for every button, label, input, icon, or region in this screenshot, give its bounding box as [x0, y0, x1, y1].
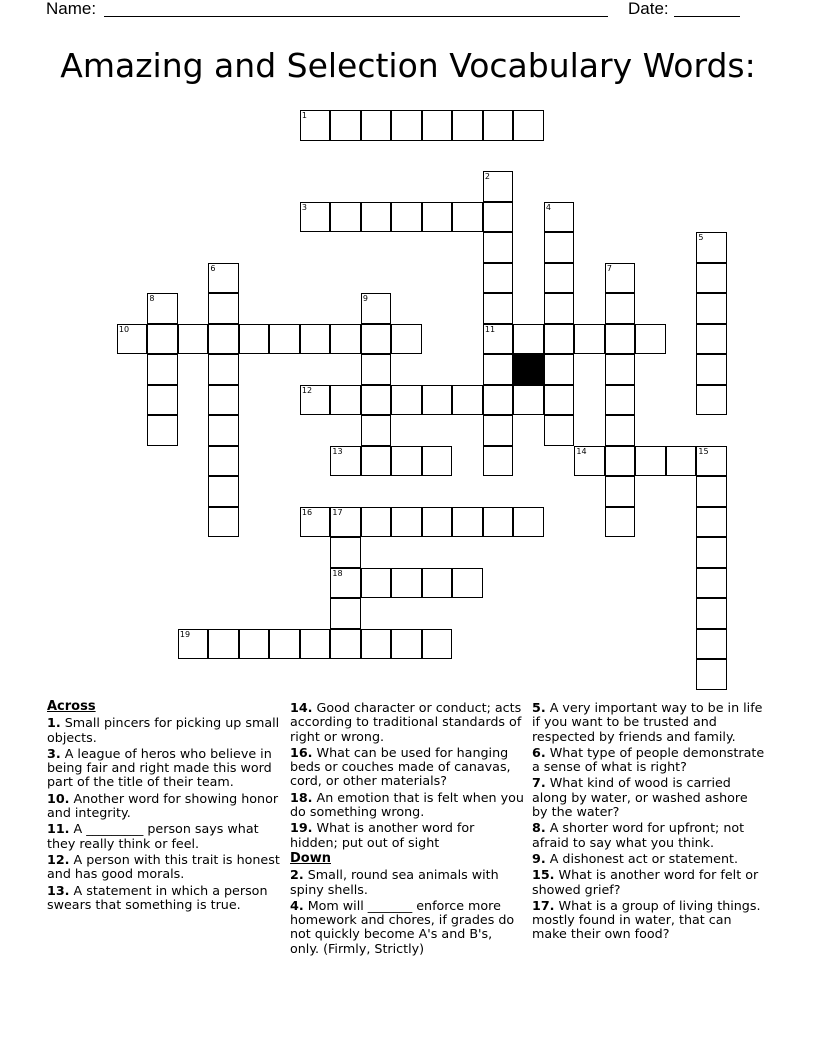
grid-cell[interactable] — [208, 385, 239, 416]
clue-item — [290, 701, 525, 744]
clue-text: What is a group of living things. mostly found in water, that can make their own food? — [532, 897, 761, 942]
grid-cell[interactable] — [239, 629, 270, 660]
grid-cell[interactable] — [178, 324, 209, 355]
grid-cell[interactable] — [361, 202, 392, 233]
cell-number: 9 — [362, 294, 368, 304]
cell-number: 5 — [698, 233, 704, 243]
grid-cell[interactable] — [422, 110, 453, 141]
clue-text: An emotion that is felt when you do something wrong. — [290, 789, 524, 820]
grid-cell[interactable] — [483, 263, 514, 294]
grid-cell[interactable] — [422, 385, 453, 416]
clue-item — [47, 822, 282, 851]
grid-cell[interactable] — [605, 415, 636, 446]
grid-cell[interactable] — [544, 293, 575, 324]
grid-cell[interactable] — [483, 293, 514, 324]
clue-number: 10. — [47, 790, 70, 806]
cell-number: 1 — [301, 111, 307, 121]
name-label: Name: — [46, 0, 97, 18]
grid-cell[interactable] — [147, 324, 178, 355]
grid-cell[interactable] — [635, 324, 666, 355]
grid-cell[interactable] — [483, 415, 514, 446]
grid-cell[interactable] — [269, 324, 300, 355]
clue-item — [532, 852, 767, 866]
grid-cell[interactable] — [178, 629, 209, 660]
cell-number: 3 — [301, 202, 307, 212]
grid-cell[interactable] — [544, 354, 575, 385]
clue-number: 12. — [47, 851, 70, 867]
cell-number: 10 — [118, 324, 130, 334]
grid-cell[interactable] — [452, 568, 483, 599]
grid-cell[interactable] — [208, 324, 239, 355]
clue-text: A shorter word for upfront; not afraid to say what you think. — [532, 820, 745, 850]
grid-cell[interactable] — [330, 537, 361, 568]
cell-number: 8 — [149, 294, 155, 304]
grid-cell[interactable] — [147, 415, 178, 446]
grid-cell[interactable] — [544, 263, 575, 294]
grid-cell[interactable] — [208, 507, 239, 538]
grid-cell[interactable] — [452, 202, 483, 233]
across-clue-list — [47, 716, 282, 912]
grid-cell[interactable] — [330, 446, 361, 477]
cell-number: 16 — [301, 507, 313, 517]
clue-item — [532, 868, 767, 897]
grid-cell[interactable] — [696, 507, 727, 538]
clue-number: 11. — [47, 821, 70, 837]
clue-number: 9. — [532, 850, 546, 866]
grid-cell[interactable] — [361, 446, 392, 477]
grid-cell[interactable] — [696, 476, 727, 507]
grid-cell[interactable] — [422, 202, 453, 233]
grid-cell[interactable] — [513, 324, 544, 355]
grid-cell[interactable] — [605, 354, 636, 385]
clue-number: 13. — [47, 882, 70, 898]
grid-cell[interactable] — [513, 385, 544, 416]
grid-cell[interactable] — [330, 110, 361, 141]
grid-cell[interactable] — [361, 293, 392, 324]
grid-cell[interactable] — [208, 629, 239, 660]
grid-cell[interactable] — [574, 324, 605, 355]
grid-cell[interactable] — [513, 507, 544, 538]
clue-number: 14. — [290, 700, 313, 715]
clue-text: A statement in which a person swears that something is true. — [47, 882, 268, 912]
grid-cell[interactable] — [513, 110, 544, 141]
grid-cell[interactable] — [605, 324, 636, 355]
clue-item — [290, 899, 525, 956]
grid-cell[interactable] — [330, 598, 361, 629]
cell-number: 18 — [332, 568, 343, 578]
grid-cell[interactable] — [391, 446, 422, 477]
grid-cell[interactable] — [483, 446, 514, 477]
grid-cell[interactable] — [544, 202, 575, 233]
clue-item — [290, 746, 525, 789]
clue-text: A league of heros who believe in being fair and right made this word part of the title of their team. — [47, 745, 272, 790]
grid-cell[interactable] — [300, 507, 331, 538]
grid-cell[interactable] — [696, 568, 727, 599]
page-title: Amazing and Selection Vocabulary Words: — [60, 46, 756, 85]
cell-number: 4 — [545, 202, 551, 212]
grid-cell[interactable] — [696, 659, 727, 690]
clue-item — [290, 868, 525, 897]
grid-cell[interactable] — [696, 293, 727, 324]
clue-text: Small, round sea animals with spiny shells. — [290, 867, 499, 897]
grid-cell[interactable] — [208, 354, 239, 385]
grid-cell[interactable] — [391, 110, 422, 141]
grid-cell[interactable] — [300, 385, 331, 416]
grid-cell[interactable] — [452, 110, 483, 141]
grid-cell[interactable] — [361, 324, 392, 355]
clue-number: 1. — [47, 715, 61, 731]
grid-cell[interactable] — [330, 385, 361, 416]
grid-cell[interactable] — [208, 293, 239, 324]
grid-cell[interactable] — [391, 385, 422, 416]
across-heading: Across — [47, 699, 96, 714]
grid-cell[interactable] — [696, 232, 727, 263]
grid-cell[interactable] — [544, 324, 575, 355]
cell-number: 7 — [606, 263, 612, 273]
grid-cell[interactable] — [452, 507, 483, 538]
grid-cell[interactable] — [330, 507, 361, 538]
clue-item — [532, 821, 767, 850]
clue-text: A very important way to be in life if you want to be trusted and respected by friends and family. — [532, 700, 763, 744]
grid-cell[interactable] — [391, 202, 422, 233]
down-clue-list — [290, 868, 525, 956]
grid-cell[interactable] — [666, 446, 697, 477]
grid-cell[interactable] — [147, 293, 178, 324]
down-heading: Down — [290, 850, 331, 866]
grid-cell[interactable] — [361, 354, 392, 385]
grid-cell[interactable] — [696, 324, 727, 355]
clue-item — [532, 776, 767, 819]
grid-cell[interactable] — [422, 568, 453, 599]
grid-cell[interactable] — [361, 415, 392, 446]
black-cell — [513, 354, 544, 385]
grid-cell[interactable] — [452, 385, 483, 416]
grid-cell[interactable] — [239, 324, 270, 355]
clue-text: A _________ person says what they really think or feel. — [47, 821, 259, 851]
grid-cell[interactable] — [208, 446, 239, 477]
clue-text: A dishonest act or statement. — [549, 850, 738, 866]
grid-cell[interactable] — [605, 385, 636, 416]
cell-number: 17 — [332, 507, 343, 517]
grid-cell[interactable] — [422, 446, 453, 477]
grid-cell[interactable] — [696, 446, 727, 477]
clue-number: 15. — [532, 867, 555, 883]
grid-cell[interactable] — [483, 385, 514, 416]
clue-text: Mom will _______ enforce more homework and chores, if grades do not quickly become A's and B's, only. (Firmly, Strictly) — [290, 897, 515, 956]
clue-text: What kind of wood is carried along by water, or washed ashore by the water? — [532, 775, 748, 820]
clue-number: 5. — [532, 700, 546, 715]
grid-cell[interactable] — [544, 385, 575, 416]
grid-cell[interactable] — [391, 568, 422, 599]
grid-cell[interactable] — [117, 324, 148, 355]
down-clue-list-continued — [532, 701, 767, 942]
grid-cell[interactable] — [696, 598, 727, 629]
clue-item — [47, 853, 282, 882]
grid-cell[interactable] — [300, 324, 331, 355]
clue-item — [47, 716, 282, 745]
clue-item — [47, 747, 282, 790]
grid-cell[interactable] — [391, 324, 422, 355]
grid-cell[interactable] — [574, 446, 605, 477]
cell-number: 19 — [179, 629, 191, 639]
clue-item — [47, 884, 282, 913]
grid-cell[interactable] — [696, 385, 727, 416]
grid-cell[interactable] — [330, 568, 361, 599]
grid-cell[interactable] — [361, 568, 392, 599]
grid-cell[interactable] — [361, 507, 392, 538]
grid-cell[interactable] — [483, 202, 514, 233]
grid-cell[interactable] — [361, 629, 392, 660]
clue-number: 4. — [290, 897, 304, 913]
grid-cell[interactable] — [422, 507, 453, 538]
clue-text: Good character or conduct; acts according to traditional standards of right or wrong. — [290, 700, 522, 744]
clue-text: Small pincers for picking up small objects. — [47, 715, 280, 745]
grid-cell[interactable] — [147, 354, 178, 385]
grid-cell[interactable] — [330, 324, 361, 355]
grid-cell[interactable] — [330, 202, 361, 233]
grid-cell[interactable] — [300, 202, 331, 233]
grid-cell[interactable] — [422, 629, 453, 660]
grid-cell[interactable] — [544, 232, 575, 263]
clue-number: 16. — [290, 744, 313, 760]
cell-number: 11 — [484, 324, 496, 334]
cell-number: 6 — [210, 263, 216, 273]
clue-text: A person with this trait is honest and has good morals. — [47, 851, 280, 882]
cell-number: 2 — [484, 172, 490, 182]
grid-cell[interactable] — [330, 629, 361, 660]
clue-number: 2. — [290, 867, 304, 883]
grid-cell[interactable] — [483, 354, 514, 385]
grid-cell[interactable] — [300, 629, 331, 660]
grid-cell[interactable] — [483, 507, 514, 538]
clue-number: 19. — [290, 820, 313, 836]
clue-number: 17. — [532, 897, 555, 913]
grid-cell[interactable] — [361, 385, 392, 416]
clue-text: What is another word for felt or showed grief? — [532, 867, 759, 897]
grid-cell[interactable] — [544, 415, 575, 446]
grid-cell[interactable] — [483, 232, 514, 263]
grid-cell[interactable] — [605, 263, 636, 294]
clues-column-1 — [47, 700, 282, 914]
clue-item — [532, 899, 767, 942]
clue-text: Another word for showing honor and integrity. — [47, 790, 279, 821]
clue-number: 8. — [532, 820, 546, 836]
clue-item — [532, 701, 767, 744]
grid-cell[interactable] — [605, 507, 636, 538]
grid-cell[interactable] — [605, 293, 636, 324]
clue-number: 3. — [47, 745, 61, 761]
grid-cell[interactable] — [483, 171, 514, 202]
grid-cell[interactable] — [483, 110, 514, 141]
grid-cell[interactable] — [696, 354, 727, 385]
grid-cell[interactable] — [635, 446, 666, 477]
clue-item — [47, 792, 282, 821]
grid-cell[interactable] — [208, 263, 239, 294]
grid-cell[interactable] — [391, 507, 422, 538]
clue-number: 7. — [532, 775, 546, 791]
grid-cell[interactable] — [696, 629, 727, 660]
across-clue-list-continued — [290, 701, 525, 850]
clue-item — [532, 746, 767, 775]
grid-cell[interactable] — [605, 476, 636, 507]
clue-text: What type of people demonstrate a sense of what is right? — [532, 744, 765, 775]
grid-cell[interactable] — [391, 629, 422, 660]
clue-item — [290, 791, 525, 820]
clues-column-2 — [290, 701, 525, 958]
grid-cell[interactable] — [483, 324, 514, 355]
grid-cell[interactable] — [605, 446, 636, 477]
grid-cell[interactable] — [696, 263, 727, 294]
grid-cell[interactable] — [696, 537, 727, 568]
clue-item — [290, 821, 525, 850]
clue-text: What can be used for hanging beds or couches made of canavas, cord, or other materials? — [290, 744, 511, 789]
grid-cell[interactable] — [269, 629, 300, 660]
grid-cell[interactable] — [147, 385, 178, 416]
cell-number: 14 — [576, 446, 587, 456]
clue-number: 6. — [532, 744, 546, 760]
clue-number: 18. — [290, 789, 313, 805]
clues-column-3 — [532, 701, 767, 944]
grid-cell[interactable] — [300, 110, 331, 141]
clue-text: What is another word for hidden; put out of sight — [290, 820, 475, 850]
grid-cell[interactable] — [361, 110, 392, 141]
cell-number: 15 — [698, 446, 709, 456]
grid-cell[interactable] — [208, 476, 239, 507]
grid-cell[interactable] — [208, 415, 239, 446]
cell-number: 12 — [301, 385, 313, 395]
date-label: Date: — [628, 0, 669, 18]
cell-number: 13 — [332, 446, 343, 456]
